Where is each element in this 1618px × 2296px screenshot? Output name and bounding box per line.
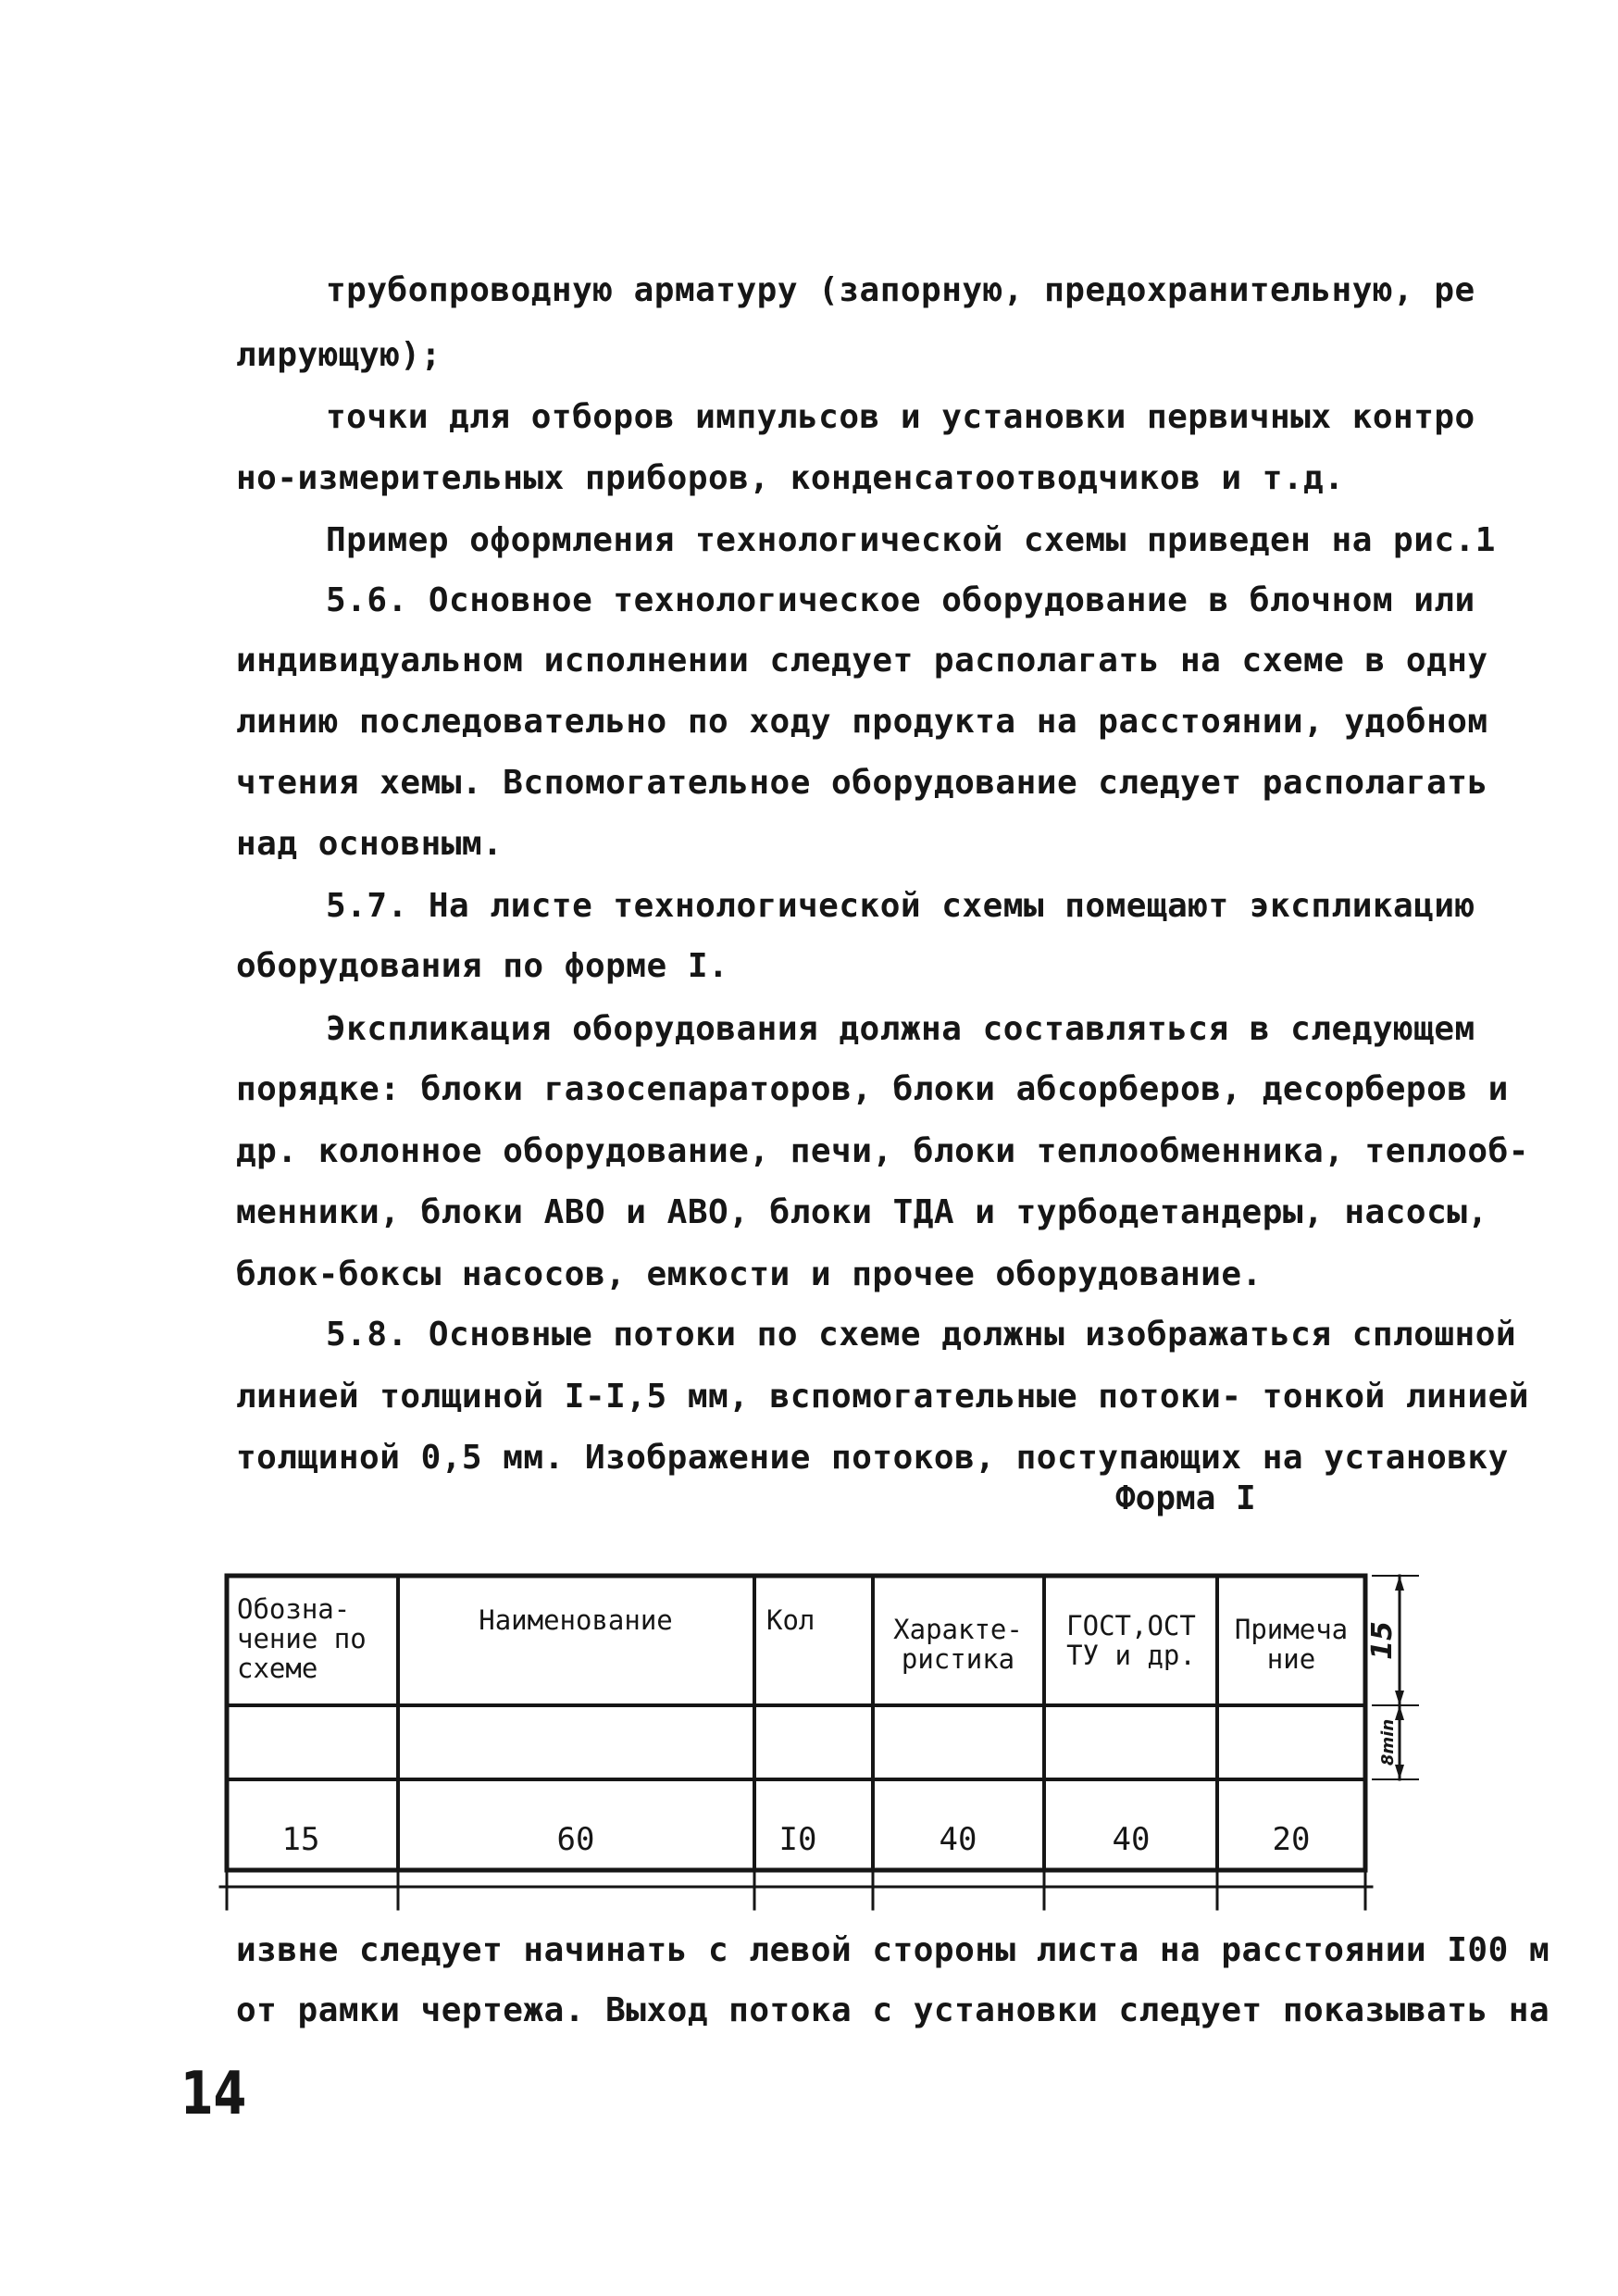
text-line: чтения хемы. Вспомогательное оборудование следует располагать [236,764,1488,802]
text-line: извне следует начинать с левой стороны листа на расстоянии I00 м [236,1931,1550,1969]
text-line: но-измерительных приборов, конденсатоотводчиков и т.д. [236,459,1345,497]
dimension-arrow [1395,1691,1404,1705]
text-line: оборудования по форме I. [236,947,729,985]
text-line: порядке: блоки газосепараторов, блоки абсорберов, десорберов и [236,1070,1509,1108]
header-naimenovanie: Наименование [479,1604,673,1636]
header-gost-line2: ТУ и др. [1066,1640,1196,1671]
text-line: толщиной 0,5 мм. Изображение потоков, поступающих на установку [236,1439,1509,1477]
text-line: лирующую); [236,336,442,374]
header-primechanie-line1: Примеча [1234,1614,1349,1645]
column-width-label: 20 [1272,1821,1311,1858]
text-line: менники, блоки АВО и АВО, блоки ТДА и турбодетандеры, насосы, [236,1193,1488,1231]
dimension-arrow [1395,1705,1404,1720]
text-line: линией толщиной I-I,5 мм, вспомогательные потоки- тонкой линией [236,1378,1529,1416]
row-height-label: 8min [1378,1718,1398,1766]
header-kharakteristika-line1: Характе- [893,1614,1023,1645]
header-primechanie-line2: ние [1266,1643,1316,1675]
text-line: 5.8. Основные потоки по схеме должны изображаться сплошной [326,1316,1517,1354]
column-width-label: 15 [281,1821,320,1858]
header-oboznachenie-line2: чение по [237,1623,367,1654]
text-line: точки для отборов импульсов и установки первичных контро [326,398,1475,436]
form-label: Форма I [1115,1479,1256,1517]
header-gost-line1: ГОСТ,ОСТ [1066,1610,1196,1641]
text-line: 5.7. На листе технологической схемы помещают экспликацию [326,887,1475,925]
page-number: 14 [180,2060,247,2128]
text-line: Пример оформления технологической схемы приведен на рис.1 [326,521,1496,559]
header-height-label: 15 [1366,1621,1399,1660]
column-width-label: 40 [939,1821,977,1858]
text-line: Экспликация оборудования должна составляться в следующем [326,1010,1475,1048]
text-line: трубопроводную арматуру (запорную, предохранительную, ре [326,271,1475,309]
column-width-label: 60 [556,1821,595,1858]
header-kharakteristika-line2: ристика [901,1643,1015,1675]
text-line: блок-боксы насосов, емкости и прочее оборудование. [236,1255,1263,1293]
header-kol: Кол [766,1604,815,1636]
dimension-arrow [1395,1765,1404,1779]
text-line: 5.6. Основное технологическое оборудование в блочном или [326,581,1475,619]
text-line: линию последовательно по ходу продукта на расстоянии, удобном [236,703,1488,741]
text-line: др. колонное оборудование, печи, блоки теплообменника, теплооб- [236,1132,1529,1170]
dimension-arrow [1395,1576,1404,1591]
text-line: индивидуальном исполнении следует располагать на схеме в одну [236,642,1488,680]
text-line: от рамки чертежа. Выход потока с установки следует показывать на [236,1991,1550,2029]
header-oboznachenie-line3: схеме [237,1653,318,1684]
column-width-label: I0 [778,1821,817,1858]
column-width-label: 40 [1112,1821,1151,1858]
text-line: над основным. [236,825,504,863]
header-oboznachenie-line1: Обозна- [237,1593,351,1625]
